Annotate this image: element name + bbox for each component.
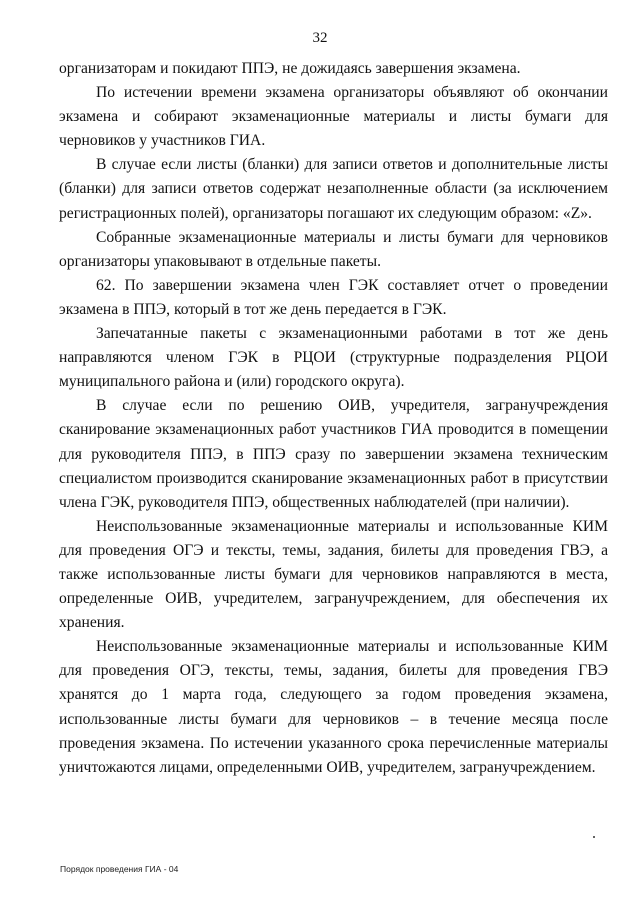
document-body [59,57,608,780]
paragraph-exam-end: По истечении времени экзамена организаторы объявляют об окончании экзамена и собирают экзаменационные материалы и листы бумаги для черновиков у участников ГИА. [59,84,608,150]
paragraph-scanning: В случае если по решению ОИВ, учредителя, загранучреждения сканирование экзаменационных работ участников ГИА проводится в помещении для руководителя ППЭ, в ППЭ сразу по завершении экзамена техническим специалистом производится сканирование экзаменационных работ в присутствии члена ГЭК, руководителя ППЭ, общественных наблюдателей (при наличии). [59,397,608,511]
paragraph-unused-materials: Неиспользованные экзаменационные материалы и использованные КИМ для проведения ОГЭ и тексты, темы, задания, билеты для проведения ГВЭ, а также использованные листы бумаги для черновиков направляются в места, определенные ОИВ, учредителем, загранучреждением, для обеспечения их хранения. [59,517,608,632]
page-number: 32 [312,30,328,46]
paragraph-storage: Неиспользованные экзаменационные материалы и использованные КИМ для проведения ОГЭ, тексты, темы, задания, билеты для проведения ГВЭ хранятся до 1 марта года, следующего за годом проведения экзамена, использованные листы бумаги для черновиков – в течение месяца после проведения экзамена. По истечении указанного срока перечисленные материалы уничтожаются лицами, определенными ОИВ, учредителем, загранучреждением. [59,638,608,776]
paragraph-continuation: организаторам и покидают ППЭ, не дожидаясь завершения экзамена. [59,60,521,77]
paragraph-sealed-packets: Запечатанные пакеты с экзаменационными работами в тот же день направляются членом ГЭК в РЦОИ (структурные подразделения РЦОИ муниципального района и (или) городского округа). [59,325,608,391]
paragraph-blank-fields: В случае если листы (бланки) для записи ответов и дополнительные листы (бланки) для записи ответов содержат незаполненные области (за исключением регистрационных полей), организаторы погашают их следующим образом: «Z». [59,156,608,222]
page-footer: Порядок проведения ГИА - 04 [60,864,179,874]
paragraph-packaging: Собранные экзаменационные материалы и листы бумаги для черновиков организаторы упаковывают в отдельные пакеты. [59,228,608,270]
paragraph-item-62: 62. По завершении экзамена член ГЭК составляет отчет о проведении экзамена в ППЭ, который в тот же день передается в ГЭК. [59,276,608,318]
scan-artifact-dot [593,836,595,838]
